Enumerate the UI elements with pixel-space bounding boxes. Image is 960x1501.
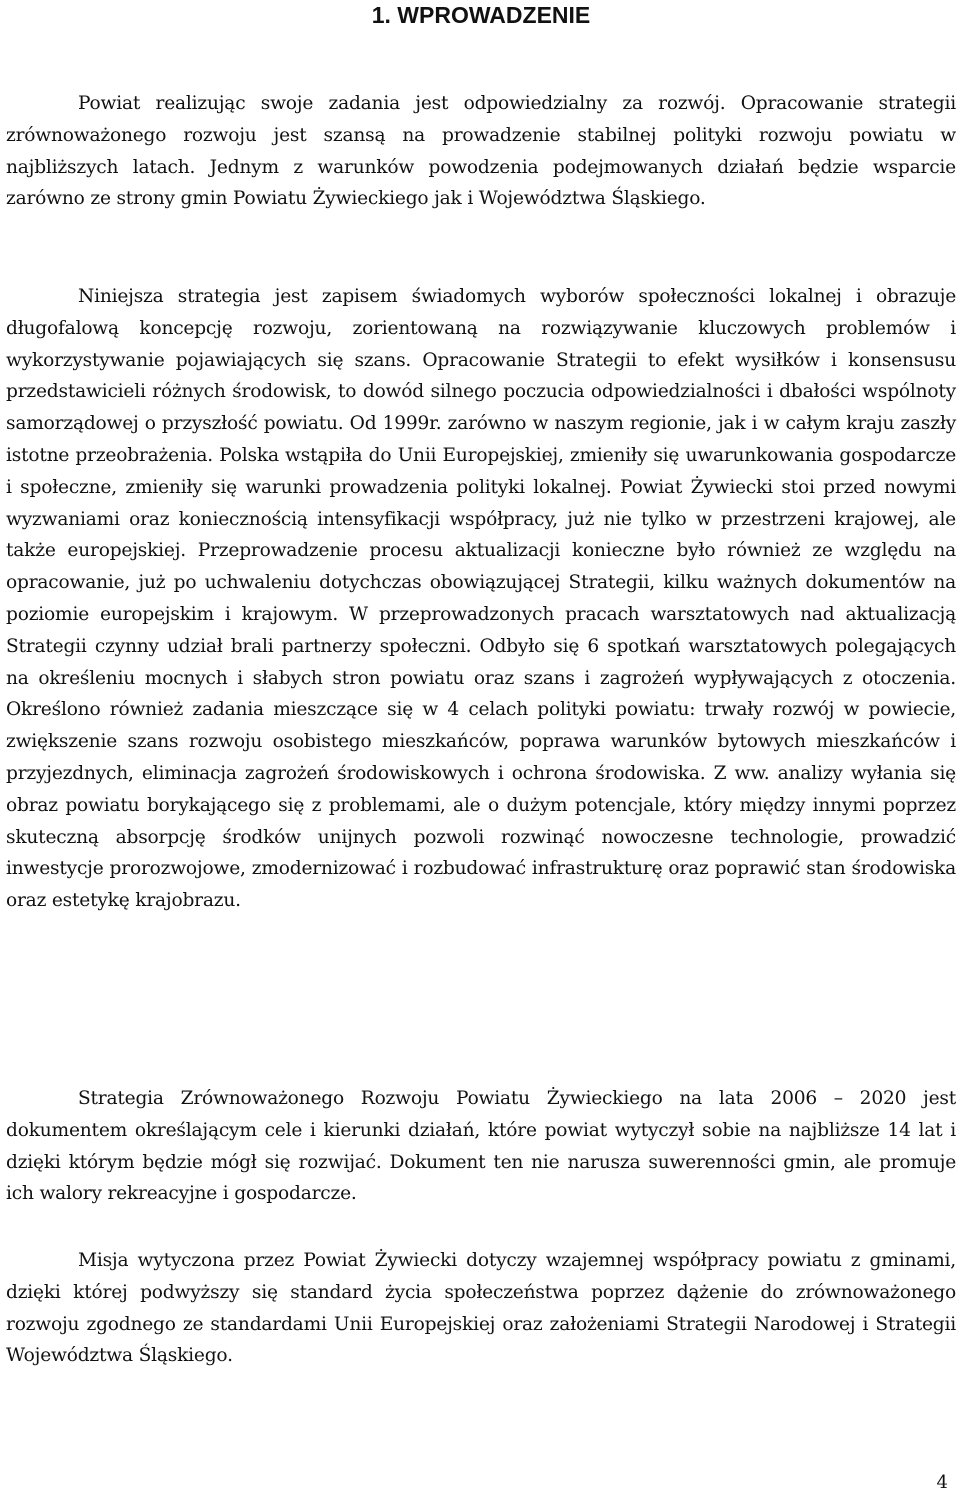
- paragraph-mission: Misja wytyczona przez Powiat Żywiecki dotyczy wzajemnej współpracy powiatu z gminami, dzięki której podwyższy się standard życia społeczeństwa poprzez dążenie do zrównoważonego rozwoju zgodnego ze standardami Unii Europejskiej oraz założeniami Strategii Narodowej i Strategii Województwa Śląskiego.: [6, 1250, 956, 1367]
- page-number: 4: [936, 1472, 948, 1493]
- section-heading: 1. WPROWADZENIE: [371, 2, 591, 28]
- paragraph-strategy-choices: Niniejsza strategia jest zapisem świadomych wyborów społeczności lokalnej i obrazuje długofalową koncepcję rozwoju, zorientowaną na rozwiązywanie kluczowych problemów i wykorzystywanie pojawiających się szans. Opracowanie Strategii to efekt wysiłków i konsensusu przedstawicieli różnych środowisk, to dowód silnego poczucia odpowiedzialności i dbałości wspólnoty samorządowej o przyszłość powiatu. Od 1999r. zarówno w naszym regionie, jak i w całym kraju zaszły istotne przeobrażenia. Polska wstąpiła do Unii Europejskiej, zmieniły się uwarunkowania gospodarcze i społeczne, zmieniły się warunki prowadzenia polityki lokalnej. Powiat Żywiecki stoi przed nowymi wyzwaniami oraz koniecznością intensyfikacji współpracy, już nie tylko w przestrzeni krajowej, ale także europejskiej. Przeprowadzenie procesu aktualizacji konieczne było również ze względu na opracowanie, już po uchwaleniu dotychczas obowiązującej Strategii, kilku ważnych dokumentów na poziomie europejskim i krajowym. W przeprowadzonych pracach warsztatowych nad aktualizacją Strategii czynny udział brali partnerzy społeczni. Odbyło się 6 spotkań warsztatowych polegających na określeniu mocnych i słabych stron powiatu oraz szans i zagrożeń wypływających z otoczenia. Określono również zadania mieszczące się w 4 celach polityki powiatu: trwały rozwój w powiecie, zwiększenie szans rozwoju osobistego mieszkańców, poprawa warunków bytowych mieszkańców i przyjezdnych, eliminacja zagrożeń środowiskowych i ochrona środowiska. Z ww. analizy wyłania się obraz powiatu borykającego się z problemami, ale o dużym potencjale, który między innymi poprzez skuteczną absorpcję środków unijnych pozwoli rozwinąć nowoczesne technologie, prowadzić inwestycje prorozwojowe, zmodernizować i rozbudować infrastrukturę oraz poprawić stan środowiska oraz estetykę krajobrazu.: [6, 286, 956, 912]
- document-page: [6, 0, 956, 1501]
- paragraph-strategy-document: Strategia Zrównoważonego Rozwoju Powiatu Żywieckiego na lata 2006 – 2020 jest dokumentem określającym cele i kierunki działań, które powiat wytyczył sobie na najbliższe 14 lat i dzięki którym będzie mógł się rozwijać. Dokument ten nie narusza suwerenności gmin, ale promuje ich walory rekreacyjne i gospodarcze.: [6, 1088, 956, 1205]
- paragraph-intro: Powiat realizując swoje zadania jest odpowiedzialny za rozwój. Opracowanie strategii zrównoważonego rozwoju jest szansą na prowadzenie stabilnej polityki rozwoju powiatu w najbliższych latach. Jednym z warunków powodzenia podejmowanych działań będzie wsparcie zarówno ze strony gmin Powiatu Żywieckiego jak i Województwa Śląskiego.: [6, 93, 956, 210]
